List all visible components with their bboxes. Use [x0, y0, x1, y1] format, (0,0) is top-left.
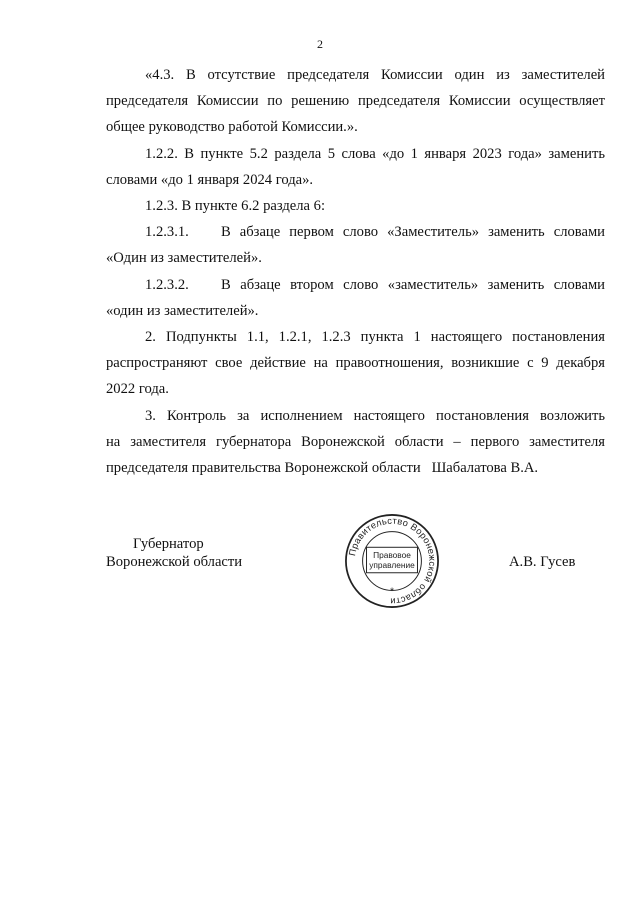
paragraph-2-line-1: 1.2.2. В пункте 5.2 раздела 5 слова «до 1 января 2023 года» заменить — [145, 146, 605, 162]
paragraph-6-line-1: 2. Подпункты 1.1, 1.2.1, 1.2.3 пункта 1 настоящего постановления — [145, 329, 605, 345]
paragraph-5-number: 1.2.3.2. — [145, 277, 189, 293]
paragraph-5-line-2: «один из заместителей». — [106, 303, 259, 319]
signatory-name: А.В. Гусев — [509, 554, 576, 570]
stamp-ring-text: Правительство Воронежской области — [347, 515, 438, 607]
stamp-center-line-2: управление — [369, 559, 415, 570]
paragraph-1-line-1: «4.3. В отсутствие председателя Комиссии один из заместителей — [145, 67, 605, 83]
signatory-position-line-2: Воронежской области — [106, 554, 243, 570]
stamp-center-line-1: Правовое — [373, 550, 411, 561]
paragraph-7-line-1: 3. Контроль за исполнением настоящего постановления возложить — [145, 408, 605, 424]
page-number: 2 — [317, 37, 323, 51]
paragraph-7-line-3: председателя правительства Воронежской области Шабалатова В.А. — [106, 460, 539, 476]
signatory-position-line-1: Губернатор — [133, 536, 204, 552]
paragraph-4-line-2: «Один из заместителей». — [106, 250, 262, 266]
stamp-star: * — [390, 586, 394, 598]
paragraph-6-line-2: распространяют свое действие на правоотношения, возникшие с 9 декабря — [106, 355, 605, 371]
paragraph-5-line-1: В абзаце втором слово «заместитель» заменить словами — [221, 277, 605, 293]
paragraph-4-line-1: В абзаце первом слово «Заместитель» заменить словами — [221, 224, 605, 240]
paragraph-3-line-1: 1.2.3. В пункте 6.2 раздела 6: — [145, 198, 326, 214]
paragraph-7-line-2: на заместителя губернатора Воронежской области – первого заместителя — [106, 434, 605, 450]
paragraph-2-line-2: словами «до 1 января 2024 года». — [106, 172, 314, 188]
paragraph-1-line-2: председателя Комиссии по решению председателя Комиссии осуществляет — [106, 93, 605, 109]
paragraph-1-line-3: общее руководство работой Комиссии.». — [106, 119, 358, 135]
paragraph-6-line-3: 2022 года. — [106, 381, 169, 397]
official-stamp — [343, 512, 441, 610]
paragraph-4-number: 1.2.3.1. — [145, 224, 189, 240]
